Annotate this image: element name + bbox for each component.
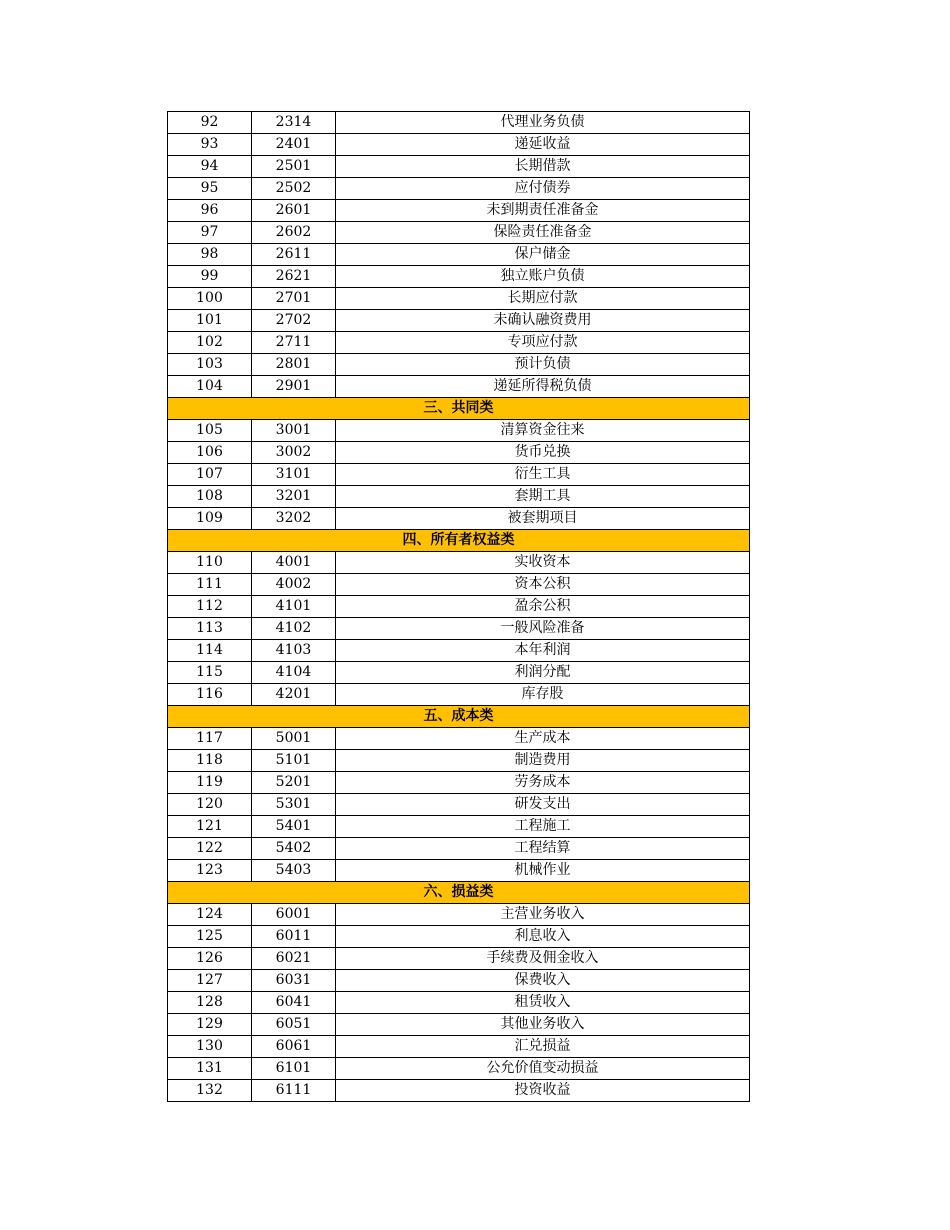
account-code-cell: 2602 <box>252 222 336 244</box>
row-number-cell: 96 <box>168 200 252 222</box>
account-code-cell: 3002 <box>252 442 336 464</box>
row-number-cell: 95 <box>168 178 252 200</box>
account-code-cell: 6051 <box>252 1014 336 1036</box>
account-code-cell: 2621 <box>252 266 336 288</box>
table-row <box>168 156 750 178</box>
account-code-cell: 2702 <box>252 310 336 332</box>
account-code-cell: 3201 <box>252 486 336 508</box>
table-row <box>168 134 750 156</box>
row-number-cell: 112 <box>168 596 252 618</box>
row-number-cell: 102 <box>168 332 252 354</box>
account-code-cell: 4102 <box>252 618 336 640</box>
account-name-cell: 递延所得税负债 <box>336 376 750 398</box>
account-name-cell: 清算资金往来 <box>336 420 750 442</box>
account-name-cell: 未确认融资费用 <box>336 310 750 332</box>
row-number-cell: 128 <box>168 992 252 1014</box>
row-number-cell: 127 <box>168 970 252 992</box>
row-number-cell: 93 <box>168 134 252 156</box>
table-row <box>168 684 750 706</box>
account-code-cell: 4201 <box>252 684 336 706</box>
table-row <box>168 838 750 860</box>
table-row <box>168 112 750 134</box>
row-number-cell: 98 <box>168 244 252 266</box>
accounts-table <box>167 111 750 1102</box>
table-row <box>168 728 750 750</box>
row-number-cell: 111 <box>168 574 252 596</box>
account-code-cell: 5401 <box>252 816 336 838</box>
row-number-cell: 125 <box>168 926 252 948</box>
account-name-cell: 手续费及佣金收入 <box>336 948 750 970</box>
account-code-cell: 5101 <box>252 750 336 772</box>
table-row <box>168 772 750 794</box>
section-title: 五、成本类 <box>168 706 750 728</box>
row-number-cell: 119 <box>168 772 252 794</box>
section-title: 三、共同类 <box>168 398 750 420</box>
account-name-cell: 公允价值变动损益 <box>336 1058 750 1080</box>
row-number-cell: 110 <box>168 552 252 574</box>
row-number-cell: 124 <box>168 904 252 926</box>
table-row <box>168 332 750 354</box>
table-row <box>168 640 750 662</box>
account-name-cell: 利润分配 <box>336 662 750 684</box>
row-number-cell: 92 <box>168 112 252 134</box>
account-code-cell: 2502 <box>252 178 336 200</box>
table-row <box>168 310 750 332</box>
account-code-cell: 5001 <box>252 728 336 750</box>
table-row <box>168 904 750 926</box>
account-code-cell: 2601 <box>252 200 336 222</box>
account-name-cell: 投资收益 <box>336 1080 750 1102</box>
table-row <box>168 574 750 596</box>
row-number-cell: 131 <box>168 1058 252 1080</box>
table-row <box>168 948 750 970</box>
account-code-cell: 2401 <box>252 134 336 156</box>
row-number-cell: 123 <box>168 860 252 882</box>
account-name-cell: 研发支出 <box>336 794 750 816</box>
row-number-cell: 129 <box>168 1014 252 1036</box>
section-title: 四、所有者权益类 <box>168 530 750 552</box>
account-name-cell: 工程施工 <box>336 816 750 838</box>
account-name-cell: 保险责任准备金 <box>336 222 750 244</box>
table-row <box>168 464 750 486</box>
table-row <box>168 1080 750 1102</box>
table-row <box>168 860 750 882</box>
account-name-cell: 主营业务收入 <box>336 904 750 926</box>
account-code-cell: 2901 <box>252 376 336 398</box>
account-code-cell: 6001 <box>252 904 336 926</box>
account-name-cell: 实收资本 <box>336 552 750 574</box>
account-code-cell: 2501 <box>252 156 336 178</box>
table-row <box>168 1014 750 1036</box>
row-number-cell: 104 <box>168 376 252 398</box>
account-name-cell: 专项应付款 <box>336 332 750 354</box>
row-number-cell: 130 <box>168 1036 252 1058</box>
account-name-cell: 货币兑换 <box>336 442 750 464</box>
account-code-cell: 4001 <box>252 552 336 574</box>
row-number-cell: 100 <box>168 288 252 310</box>
table-row <box>168 816 750 838</box>
row-number-cell: 101 <box>168 310 252 332</box>
row-number-cell: 106 <box>168 442 252 464</box>
account-name-cell: 盈余公积 <box>336 596 750 618</box>
row-number-cell: 118 <box>168 750 252 772</box>
account-name-cell: 被套期项目 <box>336 508 750 530</box>
table-row <box>168 596 750 618</box>
account-code-cell: 2314 <box>252 112 336 134</box>
account-name-cell: 生产成本 <box>336 728 750 750</box>
account-code-cell: 3001 <box>252 420 336 442</box>
table-row <box>168 288 750 310</box>
row-number-cell: 103 <box>168 354 252 376</box>
account-code-cell: 5201 <box>252 772 336 794</box>
table-row <box>168 486 750 508</box>
account-code-cell: 2801 <box>252 354 336 376</box>
row-number-cell: 107 <box>168 464 252 486</box>
account-name-cell: 代理业务负债 <box>336 112 750 134</box>
row-number-cell: 120 <box>168 794 252 816</box>
row-number-cell: 97 <box>168 222 252 244</box>
account-code-cell: 2611 <box>252 244 336 266</box>
section-title: 六、损益类 <box>168 882 750 904</box>
account-name-cell: 制造费用 <box>336 750 750 772</box>
row-number-cell: 126 <box>168 948 252 970</box>
table-row <box>168 266 750 288</box>
account-code-cell: 4002 <box>252 574 336 596</box>
row-number-cell: 113 <box>168 618 252 640</box>
account-name-cell: 独立账户负债 <box>336 266 750 288</box>
table-row <box>168 794 750 816</box>
row-number-cell: 115 <box>168 662 252 684</box>
table-row <box>168 992 750 1014</box>
account-name-cell: 长期借款 <box>336 156 750 178</box>
row-number-cell: 132 <box>168 1080 252 1102</box>
account-name-cell: 套期工具 <box>336 486 750 508</box>
account-name-cell: 劳务成本 <box>336 772 750 794</box>
table-row <box>168 178 750 200</box>
account-name-cell: 库存股 <box>336 684 750 706</box>
row-number-cell: 117 <box>168 728 252 750</box>
account-code-cell: 6101 <box>252 1058 336 1080</box>
account-name-cell: 其他业务收入 <box>336 1014 750 1036</box>
account-name-cell: 保费收入 <box>336 970 750 992</box>
account-code-cell: 2701 <box>252 288 336 310</box>
row-number-cell: 99 <box>168 266 252 288</box>
table-row <box>168 376 750 398</box>
account-name-cell: 预计负债 <box>336 354 750 376</box>
section-header-row <box>168 882 750 904</box>
table-row <box>168 354 750 376</box>
row-number-cell: 121 <box>168 816 252 838</box>
table-row <box>168 244 750 266</box>
section-header-row <box>168 530 750 552</box>
table-row <box>168 1058 750 1080</box>
accounts-table-body <box>168 112 750 1102</box>
account-name-cell: 机械作业 <box>336 860 750 882</box>
account-code-cell: 6011 <box>252 926 336 948</box>
account-name-cell: 未到期责任准备金 <box>336 200 750 222</box>
row-number-cell: 105 <box>168 420 252 442</box>
account-code-cell: 5402 <box>252 838 336 860</box>
table-row <box>168 222 750 244</box>
account-name-cell: 递延收益 <box>336 134 750 156</box>
account-code-cell: 4103 <box>252 640 336 662</box>
table-row <box>168 662 750 684</box>
row-number-cell: 116 <box>168 684 252 706</box>
account-code-cell: 3202 <box>252 508 336 530</box>
table-row <box>168 508 750 530</box>
account-code-cell: 2711 <box>252 332 336 354</box>
account-name-cell: 长期应付款 <box>336 288 750 310</box>
account-name-cell: 本年利润 <box>336 640 750 662</box>
account-code-cell: 6041 <box>252 992 336 1014</box>
table-row <box>168 442 750 464</box>
account-name-cell: 利息收入 <box>336 926 750 948</box>
table-row <box>168 552 750 574</box>
table-row <box>168 750 750 772</box>
account-code-cell: 5301 <box>252 794 336 816</box>
table-row <box>168 200 750 222</box>
table-row <box>168 420 750 442</box>
account-name-cell: 租赁收入 <box>336 992 750 1014</box>
account-code-cell: 6061 <box>252 1036 336 1058</box>
account-name-cell: 工程结算 <box>336 838 750 860</box>
row-number-cell: 109 <box>168 508 252 530</box>
row-number-cell: 114 <box>168 640 252 662</box>
account-name-cell: 衍生工具 <box>336 464 750 486</box>
account-code-cell: 4104 <box>252 662 336 684</box>
account-name-cell: 保户储金 <box>336 244 750 266</box>
row-number-cell: 108 <box>168 486 252 508</box>
account-name-cell: 汇兑损益 <box>336 1036 750 1058</box>
row-number-cell: 94 <box>168 156 252 178</box>
table-row <box>168 926 750 948</box>
row-number-cell: 122 <box>168 838 252 860</box>
section-header-row <box>168 398 750 420</box>
table-row <box>168 1036 750 1058</box>
account-name-cell: 应付债券 <box>336 178 750 200</box>
account-code-cell: 5403 <box>252 860 336 882</box>
account-name-cell: 一般风险准备 <box>336 618 750 640</box>
account-code-cell: 3101 <box>252 464 336 486</box>
account-code-cell: 6111 <box>252 1080 336 1102</box>
table-row <box>168 618 750 640</box>
account-code-cell: 4101 <box>252 596 336 618</box>
account-code-cell: 6031 <box>252 970 336 992</box>
account-code-cell: 6021 <box>252 948 336 970</box>
section-header-row <box>168 706 750 728</box>
table-row <box>168 970 750 992</box>
account-name-cell: 资本公积 <box>336 574 750 596</box>
